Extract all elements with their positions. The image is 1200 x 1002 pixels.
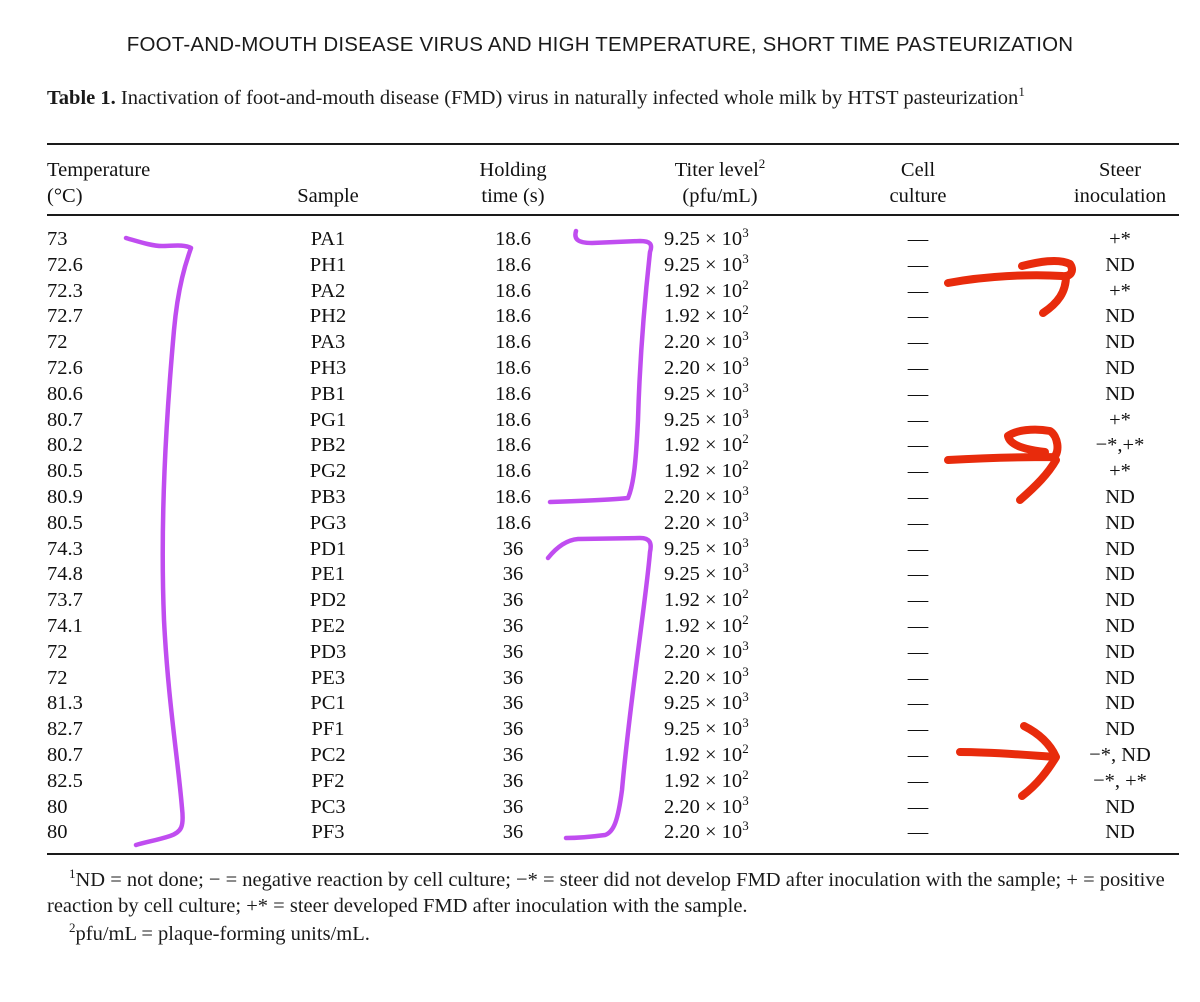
temperature-cell: 82.5 <box>47 769 83 792</box>
holding-time-cell: 18.6 <box>495 486 531 508</box>
temperature-cell: 72.3 <box>47 279 83 302</box>
temperature-cell: 74.8 <box>47 563 83 586</box>
table-row <box>0 562 1200 588</box>
sample-cell: PF1 <box>311 718 345 741</box>
sample-cell: PH3 <box>309 357 347 379</box>
cell-culture-cell: — <box>907 228 929 250</box>
sample-cell: PG1 <box>309 408 347 431</box>
cell-culture-cell: — <box>907 537 929 560</box>
temperature-cell: 82.7 <box>47 718 83 741</box>
table-row <box>0 227 1200 253</box>
header-steer-inoculation: Steer inoculation <box>1073 159 1167 207</box>
holding-time-cell: 18.6 <box>495 434 531 457</box>
steer-inoculation-cell: +* <box>1109 408 1131 431</box>
table-row <box>0 534 1200 563</box>
table-row <box>0 276 1200 305</box>
holding-time-cell: 18.6 <box>495 228 531 250</box>
table-row <box>0 637 1200 666</box>
steer-inoculation-cell: ND <box>1105 537 1135 560</box>
table-row <box>0 356 1200 382</box>
sample-cell: PA1 <box>310 228 346 250</box>
table-caption <box>47 86 1180 111</box>
temperature-cell: 74.1 <box>47 615 83 637</box>
titer-cell: $2.20 \times 10^3$ <box>664 637 749 663</box>
titer-cell: $2.20 \times 10^3$ <box>664 818 749 844</box>
cell-culture-cell: — <box>907 718 929 741</box>
temperature-cell: 73 <box>47 228 68 250</box>
titer-cell: $1.92 \times 10^2$ <box>664 276 749 302</box>
holding-time-cell: 36 <box>502 589 524 612</box>
steer-inoculation-cell: ND <box>1105 589 1135 612</box>
holding-time-cell: 18.6 <box>495 253 531 276</box>
steer-inoculation-cell: +* <box>1109 460 1131 483</box>
temperature-cell: 80.9 <box>47 486 83 508</box>
sample-cell: PF3 <box>311 821 345 844</box>
table-row <box>0 330 1200 356</box>
sample-cell: PA3 <box>310 331 346 354</box>
holding-time-cell: 36 <box>502 744 524 766</box>
header-bottom-rule <box>47 214 1179 216</box>
running-head: FOOT-AND-MOUTH DISEASE VIRUS AND HIGH TEMPERATURE, SHORT TIME PASTEURIZATION <box>126 33 1074 56</box>
table-row <box>0 405 1200 434</box>
holding-time-cell: 36 <box>502 537 524 560</box>
sample-cell: PH2 <box>309 305 347 328</box>
temperature-cell: 80.5 <box>47 460 83 483</box>
titer-cell: $2.20 \times 10^3$ <box>664 354 749 379</box>
holding-time-cell: 36 <box>502 692 524 715</box>
steer-inoculation-cell: ND <box>1105 640 1135 663</box>
steer-inoculation-cell: ND <box>1105 718 1135 741</box>
holding-time-cell: 18.6 <box>495 279 531 302</box>
cell-culture-cell: — <box>907 563 929 586</box>
titer-cell: $9.25 \times 10^3$ <box>664 250 749 276</box>
titer-cell: $1.92 \times 10^2$ <box>664 431 749 457</box>
titer-cell: $2.20 \times 10^3$ <box>664 483 749 508</box>
titer-cell: $2.20 \times 10^3$ <box>664 663 749 689</box>
holding-time-cell: 18.6 <box>495 511 531 534</box>
table-row <box>0 820 1200 846</box>
header-titer-level: Titer level$^2$ (pfu/mL) <box>674 156 766 207</box>
sample-cell: PB3 <box>310 486 346 508</box>
temperature-cell: 81.3 <box>47 692 83 715</box>
titer-cell: $9.25 \times 10^3$ <box>664 225 749 250</box>
holding-time-cell: 18.6 <box>495 460 531 483</box>
temperature-cell: 72.6 <box>47 253 83 276</box>
sample-cell: PG3 <box>309 511 347 534</box>
table-bottom-rule <box>47 853 1179 855</box>
table-row <box>0 459 1200 485</box>
table-row <box>0 485 1200 511</box>
sample-cell: PC2 <box>310 744 346 766</box>
table-row <box>0 663 1200 692</box>
temperature-cell: 73.7 <box>47 589 83 612</box>
sample-cell: PG2 <box>309 460 347 483</box>
temperature-cell: 72 <box>47 331 68 354</box>
temperature-cell: 80 <box>47 795 68 818</box>
steer-inoculation-cell: ND <box>1105 795 1135 818</box>
titer-cell: $1.92 \times 10^2$ <box>664 457 749 483</box>
titer-cell: $2.20 \times 10^3$ <box>664 792 749 818</box>
cell-culture-cell: — <box>907 615 929 637</box>
table-row <box>0 433 1200 459</box>
sample-cell: PF2 <box>311 769 345 792</box>
steer-inoculation-cell: ND <box>1105 357 1135 379</box>
titer-cell: $9.25 \times 10^3$ <box>664 534 749 560</box>
footnotes <box>47 867 1180 947</box>
cell-culture-cell: — <box>907 382 929 405</box>
cell-culture-cell: — <box>907 589 929 612</box>
titer-cell: $1.92 \times 10^2$ <box>664 741 749 766</box>
sample-cell: PH1 <box>309 253 347 276</box>
titer-cell: $1.92 \times 10^2$ <box>664 612 749 637</box>
header-cell-culture: Cell culture <box>889 159 947 207</box>
cell-culture-cell: — <box>907 253 929 276</box>
table-row <box>0 717 1200 743</box>
caption-footnote-mark: 1 <box>1018 84 1025 99</box>
sample-cell: PD1 <box>309 537 347 560</box>
holding-time-cell: 36 <box>502 795 524 818</box>
steer-inoculation-cell: ND <box>1105 331 1135 354</box>
table-row <box>0 743 1200 769</box>
steer-inoculation-cell: ND <box>1105 486 1135 508</box>
temperature-cell: 80.7 <box>47 744 83 766</box>
titer-cell: $9.25 \times 10^3$ <box>664 379 749 405</box>
table-row <box>0 250 1200 279</box>
titer-cell: $9.25 \times 10^3$ <box>664 405 749 431</box>
holding-time-cell: 36 <box>502 615 524 637</box>
table-label: Table 1. <box>47 87 116 109</box>
steer-inoculation-cell: +* <box>1109 228 1131 250</box>
table-row <box>0 792 1200 821</box>
cell-culture-cell: — <box>907 692 929 715</box>
cell-culture-cell: — <box>907 795 929 818</box>
steer-inoculation-cell: −*, +* <box>1093 769 1147 792</box>
footnote-1: $^1$ND = not done; − = negative reaction by cell culture; −* = steer did not develop FMD after inoculation with the sample; + = positive reaction by cell culture; +* = steer developed FMD after inoculation with the sample. <box>47 866 1165 917</box>
steer-inoculation-cell: ND <box>1105 821 1135 844</box>
holding-time-cell: 18.6 <box>495 382 531 405</box>
holding-time-cell: 36 <box>502 563 524 586</box>
table-row <box>0 691 1200 717</box>
titer-cell: $1.92 \times 10^2$ <box>664 766 749 792</box>
steer-inoculation-cell: ND <box>1105 563 1135 586</box>
temperature-cell: 80.7 <box>47 408 83 431</box>
cell-culture-cell: — <box>907 305 929 328</box>
holding-time-cell: 18.6 <box>495 331 531 354</box>
cell-culture-cell: — <box>907 511 929 534</box>
sample-cell: PE2 <box>310 615 346 637</box>
titer-cell: $2.20 \times 10^3$ <box>664 328 749 354</box>
cell-culture-cell: — <box>907 744 929 766</box>
cell-culture-cell: — <box>907 434 929 457</box>
holding-time-cell: 36 <box>502 821 524 844</box>
sample-cell: PC3 <box>310 795 346 818</box>
titer-cell: $9.25 \times 10^3$ <box>664 560 749 586</box>
holding-time-cell: 18.6 <box>495 357 531 379</box>
cell-culture-cell: — <box>907 486 929 508</box>
titer-cell: $9.25 \times 10^3$ <box>664 715 749 741</box>
temperature-cell: 80.5 <box>47 511 83 534</box>
header-sample: Sample <box>297 185 359 207</box>
footnote-2: $^2$pfu/mL = plaque-forming units/mL. <box>69 920 370 945</box>
header-holding-time: Holding time (s) <box>479 159 547 207</box>
table-row <box>0 379 1200 408</box>
sample-cell: PA2 <box>310 279 346 302</box>
holding-time-cell: 36 <box>502 769 524 792</box>
titer-cell: $1.92 \times 10^2$ <box>664 586 749 612</box>
temperature-cell: 80.2 <box>47 434 83 457</box>
sample-cell: PE1 <box>310 563 346 586</box>
titer-cell: $9.25 \times 10^3$ <box>664 689 749 715</box>
table-row <box>0 508 1200 537</box>
temperature-cell: 72.6 <box>47 357 83 379</box>
caption-text: Inactivation of foot-and-mouth disease (FMD) virus in naturally infected whole milk by HTST pasteurization <box>120 87 1019 109</box>
steer-inoculation-cell: +* <box>1109 279 1131 302</box>
cell-culture-cell: — <box>907 640 929 663</box>
steer-inoculation-cell: ND <box>1105 253 1135 276</box>
table-row <box>0 588 1200 614</box>
steer-inoculation-cell: ND <box>1105 666 1135 689</box>
temperature-cell: 72 <box>47 666 68 689</box>
holding-time-cell: 36 <box>502 640 524 663</box>
table-row <box>0 766 1200 795</box>
cell-culture-cell: — <box>907 666 929 689</box>
temperature-cell: 80 <box>47 821 68 844</box>
steer-inoculation-cell: ND <box>1105 615 1135 637</box>
steer-inoculation-cell: ND <box>1105 692 1135 715</box>
titer-cell: $1.92 \times 10^2$ <box>664 302 749 328</box>
steer-inoculation-cell: −*,+* <box>1095 434 1145 457</box>
sample-cell: PC1 <box>310 692 346 715</box>
cell-culture-cell: — <box>907 331 929 354</box>
cell-culture-cell: — <box>907 408 929 431</box>
holding-time-cell: 36 <box>502 666 524 689</box>
sample-cell: PB2 <box>310 434 346 457</box>
cell-culture-cell: — <box>907 460 929 483</box>
temperature-cell: 80.6 <box>47 382 83 405</box>
cell-culture-cell: — <box>907 357 929 379</box>
steer-inoculation-cell: −*, ND <box>1089 744 1151 766</box>
steer-inoculation-cell: ND <box>1105 382 1135 405</box>
sample-cell: PD2 <box>309 589 347 612</box>
header-temperature: Temperature (°C) <box>47 159 151 207</box>
titer-cell: $2.20 \times 10^3$ <box>664 508 749 534</box>
steer-inoculation-cell: ND <box>1105 305 1135 328</box>
holding-time-cell: 18.6 <box>495 305 531 328</box>
temperature-cell: 72 <box>47 640 68 663</box>
temperature-cell: 74.3 <box>47 537 83 560</box>
sample-cell: PD3 <box>309 640 347 663</box>
steer-inoculation-cell: ND <box>1105 511 1135 534</box>
cell-culture-cell: — <box>907 279 929 302</box>
table-top-rule <box>47 143 1179 145</box>
sample-cell: PB1 <box>310 382 346 405</box>
sample-cell: PE3 <box>310 666 346 689</box>
holding-time-cell: 36 <box>502 718 524 741</box>
temperature-cell: 72.7 <box>47 305 83 328</box>
table-row <box>0 614 1200 640</box>
holding-time-cell: 18.6 <box>495 408 531 431</box>
cell-culture-cell: — <box>907 821 929 844</box>
cell-culture-cell: — <box>907 769 929 792</box>
table-row <box>0 304 1200 330</box>
